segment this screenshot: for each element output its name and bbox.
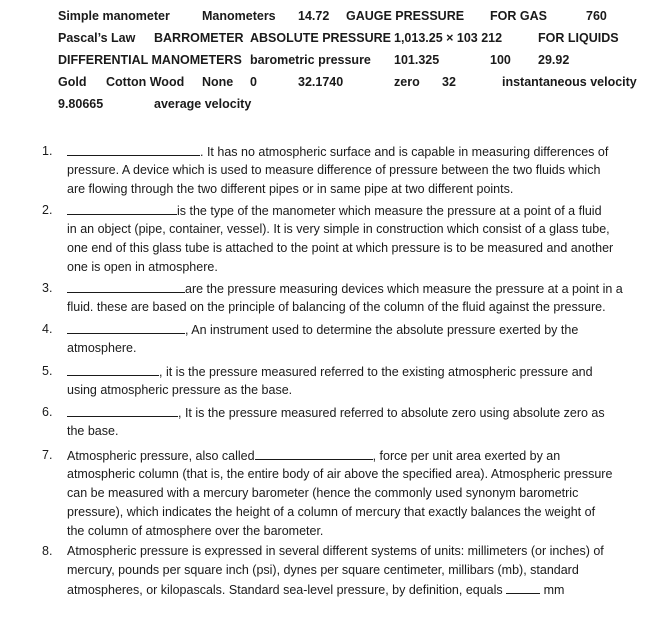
question-line [67, 446, 560, 466]
word-bank-term: FOR GAS [490, 9, 547, 23]
word-bank-term: FOR LIQUIDS [538, 31, 619, 45]
question-line: atmosphere. [67, 341, 137, 355]
word-bank-term: 14.72 [298, 9, 330, 23]
answer-blank[interactable] [67, 320, 185, 334]
question-line: one end of this glass tube is attached to the point at which pressure is to be measured and another [67, 241, 614, 255]
question-line [67, 362, 593, 382]
question-line: fluid. these are based on the principle of balancing of the column of the fluid against the pressure. [67, 300, 606, 314]
word-bank-term: Manometers [202, 9, 276, 23]
word-bank-term: barometric pressure [250, 53, 371, 67]
answer-blank[interactable] [506, 580, 540, 594]
word-bank-term: None [202, 75, 234, 89]
question-text: , An instrument used to determine the absolute pressure exerted by the [185, 323, 579, 337]
question-text: Atmospheric pressure, also called [67, 449, 255, 463]
answer-blank[interactable] [67, 201, 177, 215]
question-number: 2. [42, 203, 53, 217]
word-bank-term: Gold [58, 75, 87, 89]
word-bank-term: Cotton Wood [106, 75, 185, 89]
word-bank-term: Simple manometer [58, 9, 170, 23]
question-number: 1. [42, 144, 53, 158]
question-line: pressure), which indicates the height of a column of mercury that exactly balances the weight of [67, 505, 596, 519]
word-bank-term: 32.1740 [298, 75, 344, 89]
answer-blank[interactable] [67, 362, 159, 376]
question-line: using atmospheric pressure as the base. [67, 383, 293, 397]
question-line [67, 201, 602, 221]
word-bank-term: 101.325 [394, 53, 440, 67]
question-line [67, 142, 608, 162]
question-line: mercury, pounds per square inch (psi), dynes per square centimeter, millibars (mb), standard [67, 563, 579, 577]
answer-blank[interactable] [67, 403, 178, 417]
word-bank-term: 760 [586, 9, 607, 23]
question-text: are the pressure measuring devices which measure the pressure at a point in a [185, 282, 623, 296]
question-line: pressure. A device which is used to measure difference of pressure between the two fluids which [67, 163, 601, 177]
question-text: is the type of the manometer which measure the pressure at a point of a fluid [177, 204, 602, 218]
word-bank-term: BARROMETER [154, 31, 244, 45]
question-line: can be measured with a mercury barometer (hence the commonly used synonym barometric [67, 486, 579, 500]
question-number: 3. [42, 281, 53, 295]
question-text: . It has no atmospheric surface and is capable in measuring differences of [200, 145, 609, 159]
word-bank-term: 9.80665 [58, 97, 104, 111]
word-bank-term: average velocity [154, 97, 252, 111]
question-text: mm [543, 583, 565, 597]
question-text: , it is the pressure measured referred to the existing atmospheric pressure and [159, 365, 593, 379]
question-text: , force per unit area exerted by an [372, 449, 561, 463]
answer-blank[interactable] [67, 279, 185, 293]
question-line [67, 580, 564, 600]
word-bank-term: 0 [250, 75, 257, 89]
question-number: 7. [42, 448, 53, 462]
word-bank-term: 100 [490, 53, 511, 67]
question-line: the base. [67, 424, 119, 438]
word-bank-term: ABSOLUTE PRESSURE [250, 31, 391, 45]
answer-blank[interactable] [67, 142, 200, 156]
question-line: in an object (pipe, container, vessel). It is very simple in construction which consist of a glass tube, [67, 222, 610, 236]
word-bank-term: zero [394, 75, 420, 89]
question-line: one is open in atmosphere. [67, 260, 218, 274]
word-bank-term: Pascal’s Law [58, 31, 136, 45]
question-line [67, 403, 605, 423]
word-bank-term: DIFFERENTIAL MANOMETERS [58, 53, 242, 67]
question-line: atmospheric column (that is, the entire body of air above the specified area). Atmospheric pressure [67, 467, 613, 481]
question-line: Atmospheric pressure is expressed in several different systems of units: millimeters (or inches) of [67, 544, 604, 558]
question-line: are flowing through the two different pipes or in same pipe at two different points. [67, 182, 514, 196]
word-bank-term: 1,013.25 × 103 212 [394, 31, 503, 45]
question-number: 6. [42, 405, 53, 419]
word-bank [0, 0, 669, 120]
word-bank-term: instantaneous velocity [502, 75, 637, 89]
question-text: , It is the pressure measured referred to absolute zero using absolute zero as [178, 406, 605, 420]
question-text: atmospheres, or kilopascals. Standard sea-level pressure, by definition, equals [67, 583, 503, 597]
question-line [67, 279, 623, 299]
answer-blank[interactable] [255, 446, 373, 460]
question-number: 8. [42, 544, 53, 558]
question-number: 5. [42, 364, 53, 378]
question-number: 4. [42, 322, 53, 336]
question-line: the column of atmosphere over the barometer. [67, 524, 324, 538]
word-bank-term: 29.92 [538, 53, 570, 67]
word-bank-term: GAUGE PRESSURE [346, 9, 465, 23]
question-line [67, 320, 578, 340]
word-bank-term: 32 [442, 75, 456, 89]
